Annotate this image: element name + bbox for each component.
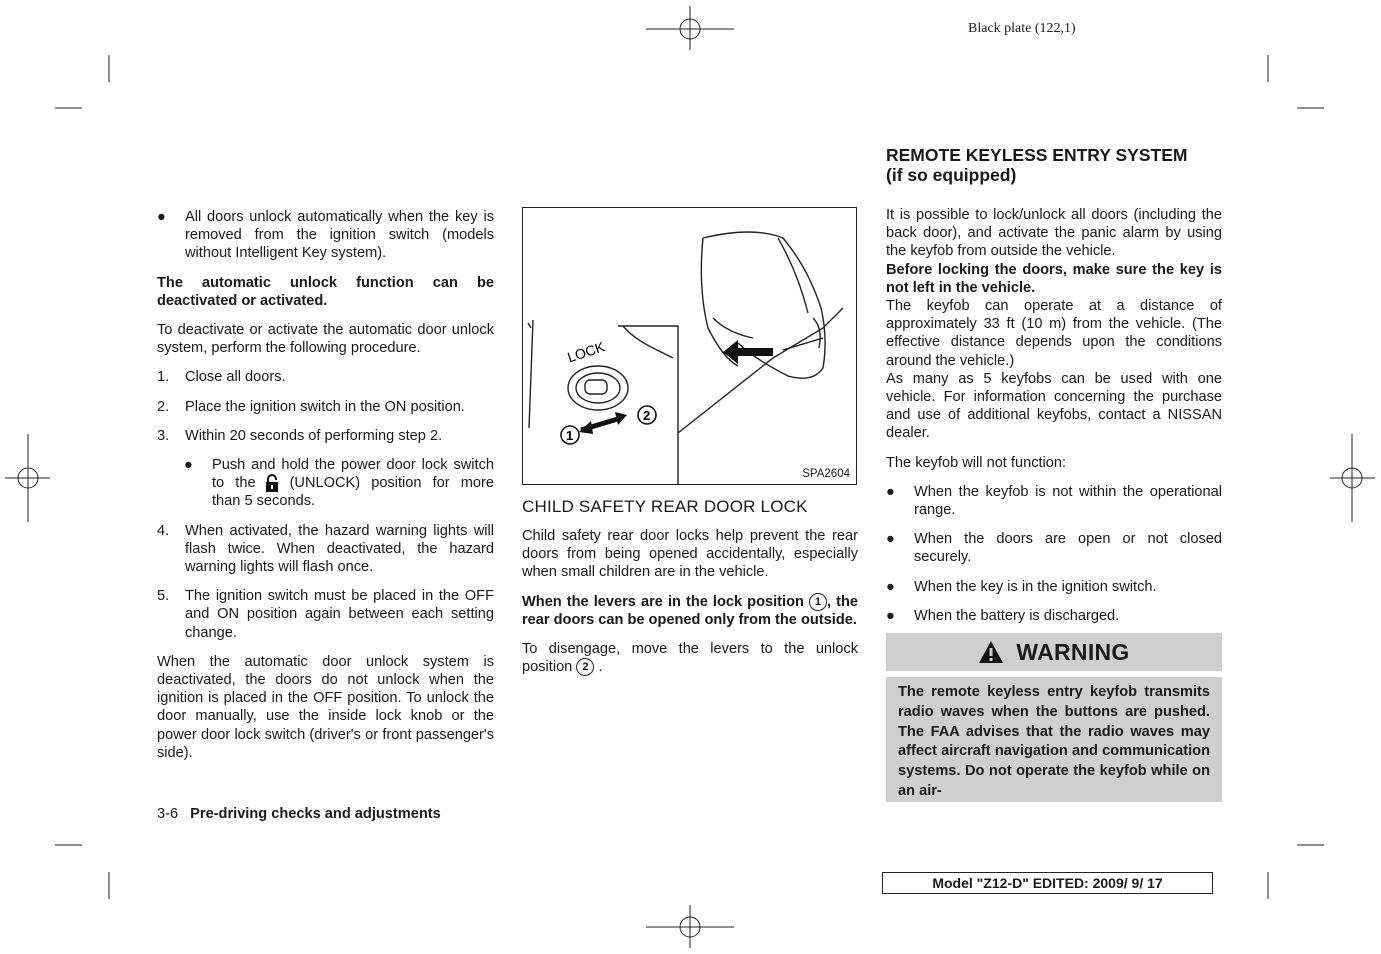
intro-text: To deactivate or activate the automatic door unlock system, perform the following procedure. [157, 322, 494, 357]
plate-label: Black plate (122,1) [968, 21, 1076, 36]
step-number: 1. [157, 369, 170, 386]
lock-label: LOCK [565, 338, 607, 366]
bullet-icon: ● [184, 457, 193, 474]
paragraph: As many as 5 keyfobs can be used with one vehicle. For information concerning the purchase and use of additional keyfobs, contact a NISSAN dealer. [886, 370, 1222, 442]
bullet-text: All doors unlock automatically when the key is removed from the ignition switch (models without Intelligent Key system). [185, 209, 494, 262]
marker-1-text: 1 [566, 428, 574, 443]
step-item [157, 368, 494, 386]
step-item [157, 398, 494, 416]
bullet-icon: ● [886, 607, 895, 624]
paragraph: To disengage, move the levers to the unlock position 2 . [522, 641, 858, 676]
marker-1-icon: 1 [809, 593, 827, 611]
list-item [157, 208, 494, 263]
model-box: Model "Z12-D" EDITED: 2009/ 9/ 17 [882, 872, 1213, 894]
bullet-icon: ● [886, 483, 895, 500]
step-number: 2. [157, 398, 170, 415]
heading-line: (if so equipped) [886, 165, 1017, 185]
step-text: Close all doors. [185, 369, 286, 386]
list-item: ● When the key is in the ignition switch. [886, 578, 1157, 595]
sub-text-after: (UNLOCK) position for more than 5 seconds. [212, 475, 494, 510]
middle-column [522, 497, 858, 676]
bold-note: The automatic unlock function can be deactivated or activated. [157, 274, 494, 309]
bold-paragraph: When the levers are in the lock position 1 , the rear doors can be opened only from the outside. [522, 593, 858, 628]
step-text: When activated, the hazard warning lights will flash twice. When deactivated, the hazard warning lights will flash once. [185, 522, 494, 576]
list-item: ● When the doors are open or not closed securely. [886, 531, 1222, 566]
paragraph: Child safety rear door locks help prevent the rear doors from being opened accidentally, especially when small children are in the vehicle. [522, 528, 858, 581]
marker-2-text: 2 [643, 408, 651, 423]
list-item: ● When the battery is discharged. [886, 607, 1120, 624]
paragraph: The keyfob can operate at a distance of approximately 33 ft (10 m) from the vehicle. (The effective distance depends upon the conditions around the vehicle.) [886, 298, 1222, 369]
step-text: The ignition switch must be placed in the OFF and ON position again between each setting change. [185, 588, 494, 641]
page-number: 3-6 [157, 806, 179, 822]
step-text: Within 20 seconds of performing step 2. [185, 427, 443, 444]
bullet-icon: ● [886, 531, 895, 548]
section-heading: CHILD SAFETY REAR DOOR LOCK [522, 497, 808, 516]
section-heading [886, 145, 1226, 185]
bold-paragraph: Before locking the doors, make sure the key is not left in the vehicle. [886, 261, 1222, 296]
warning-header [886, 633, 1222, 671]
bullet-icon: ● [886, 578, 895, 595]
paragraph: The keyfob will not function: [886, 454, 1067, 471]
child-lock-figure [522, 207, 857, 485]
footer-title: Pre-driving checks and adjustments [190, 806, 441, 822]
step-item [157, 522, 494, 577]
warning-title: WARNING [1016, 638, 1130, 665]
door-illustration [523, 208, 857, 485]
left-column [157, 208, 494, 762]
list-item: ● When the keyfob is not within the operational range. [886, 483, 1222, 519]
figure-caption: SPA2604 [802, 468, 850, 480]
step-item [157, 427, 494, 445]
page-footer [157, 806, 441, 822]
warning-icon [978, 640, 1004, 664]
bullet-icon: ● [157, 209, 166, 225]
step-text: Place the ignition switch in the ON position. [185, 398, 465, 415]
step-number: 3. [157, 427, 170, 444]
step-number: 4. [157, 522, 170, 539]
paragraph: It is possible to lock/unlock all doors (including the back door), and activate the panic alarm by using the keyfob from outside the vehicle. [886, 207, 1222, 260]
marker-2-icon: 2 [576, 658, 594, 676]
closing-text: When the automatic door unlock system is deactivated, the doors do not unlock when the ignition is placed in the OFF position. To unlock the door manually, use the inside lock knob or the power door lock switch (driver's or front passenger's side). [157, 653, 494, 761]
heading-line: REMOTE KEYLESS ENTRY SYSTEM [886, 145, 1188, 165]
warning-body: The remote keyless entry keyfob transmits radio waves when the buttons are pushed. The FAA advises that the radio waves may affect aircraft navigation and communication systems. Do not operate the keyfob while on an air- [886, 677, 1222, 802]
right-column [886, 206, 1222, 625]
sub-text-before: Push and hold the power door lock switch to the [212, 457, 494, 492]
step-item [157, 587, 494, 642]
sub-list-item [157, 456, 494, 511]
step-number: 5. [157, 588, 170, 605]
unlock-icon [262, 474, 282, 492]
